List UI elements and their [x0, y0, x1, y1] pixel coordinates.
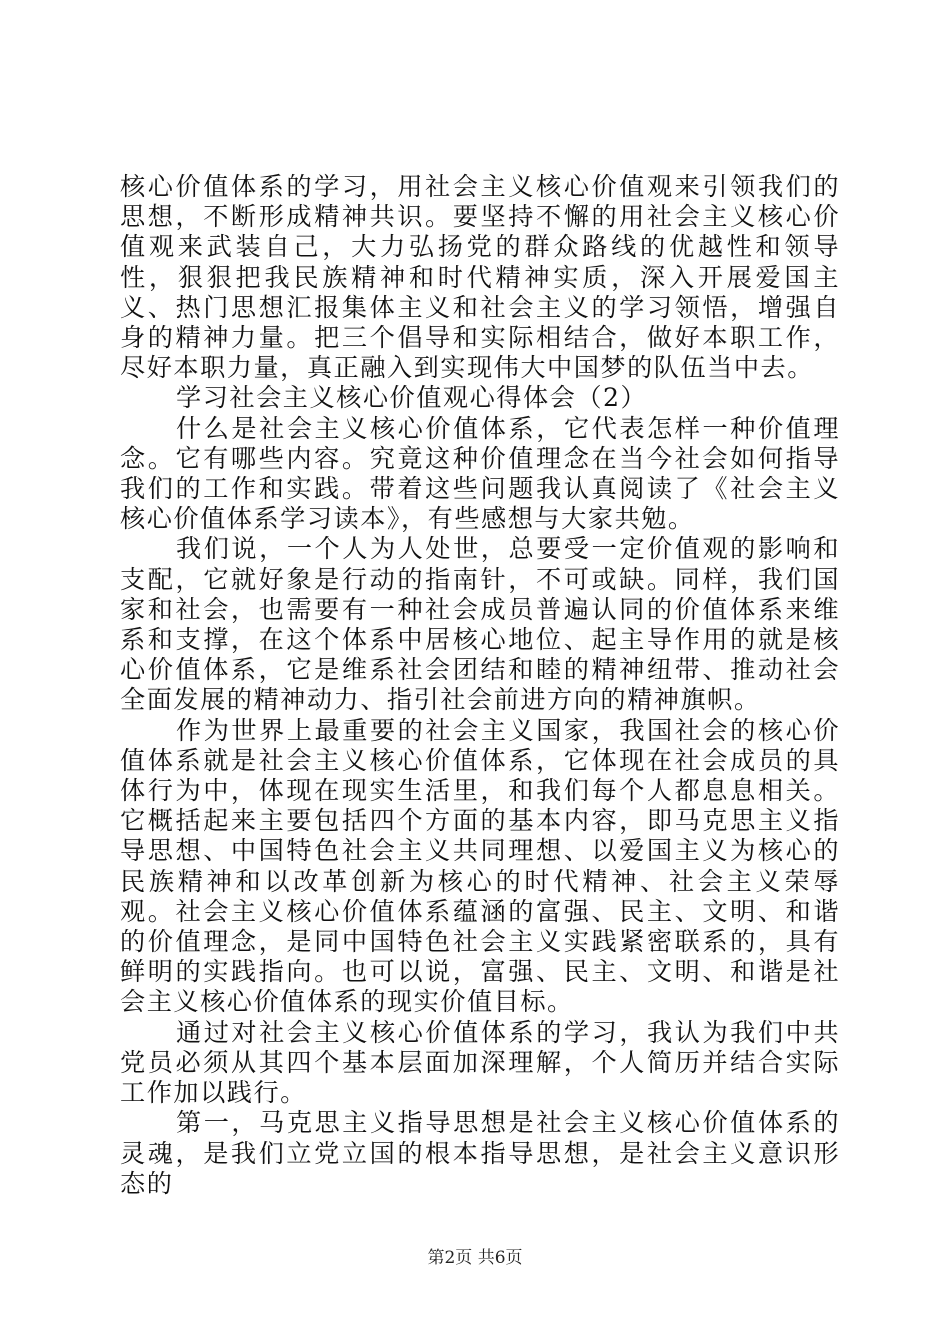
page-footer [0, 1243, 950, 1268]
document-body [120, 172, 840, 1199]
section-heading: 学习社会主义核心价值观心得体会（2） [176, 383, 648, 413]
paragraph-7: 第一，马克思主义指导思想是社会主义核心价值体系的灵魂，是我们立党立国的根本指导思想，是社会主义意识形态的 [120, 1108, 840, 1198]
paragraph-4: 我们说，一个人为人处世，总要受一定价值观的影响和支配，它就好象是行动的指南针，不可或缺。同样，我们国家和社会，也需要有一种社会成员普遍认同的价值体系来维系和支撑，在这个体系中居核心地位、起主导作用的就是核心价值体系，它是维系社会团结和睦的精神纽带、推动社会全面发展的精神动力、指引社会前进方向的精神旗帜。 [120, 534, 840, 715]
paragraph-5: 作为世界上最重要的社会主义国家，我国社会的核心价值体系就是社会主义核心价值体系，它体现在社会成员的具体行为中，体现在现实生活里，和我们每个人都息息相关。它概括起来主要包括四个方面的基本内容，即马克思主义指导思想、中国特色社会主义共同理想、以爱国主义为核心的民族精神和以改革创新为核心的时代精神、社会主义荣辱观。社会主义核心价值体系蕴涵的富强、民主、文明、和谐的价值理念，是同中国特色社会主义实践紧密联系的，具有鲜明的实践指向。也可以说，富强、民主、文明、和谐是社会主义核心价值体系的现实价值目标。 [120, 715, 840, 1017]
paragraph-3: 什么是社会主义核心价值体系，它代表怎样一种价值理念。它有哪些内容。究竟这种价值理念在当今社会如何指导我们的工作和实践。带着这些问题我认真阅读了《社会主义核心价值体系学习读本》，有些感想与大家共勉。 [120, 413, 840, 534]
paragraph-1: 核心价值体系的学习，用社会主义核心价值观来引领我们的思想，不断形成精神共识。要坚持不懈的用社会主义核心价值观来武装自己，大力弘扬党的群众路线的优越性和领导性，狠狠把我民族精神和时代精神实质，深入开展爱国主义、热门思想汇报集体主义和社会主义的学习领悟，增强自身的精神力量。把三个倡导和实际相结合，做好本职工作，尽好本职力量，真正融入到实现伟大中国梦的队伍当中去。 [120, 172, 840, 383]
paragraph-6: 通过对社会主义核心价值体系的学习，我认为我们中共党员必须从其四个基本层面加深理解，个人简历并结合实际工作加以践行。 [120, 1017, 840, 1108]
page-number-label: 第2页 共6页 [427, 1248, 523, 1268]
